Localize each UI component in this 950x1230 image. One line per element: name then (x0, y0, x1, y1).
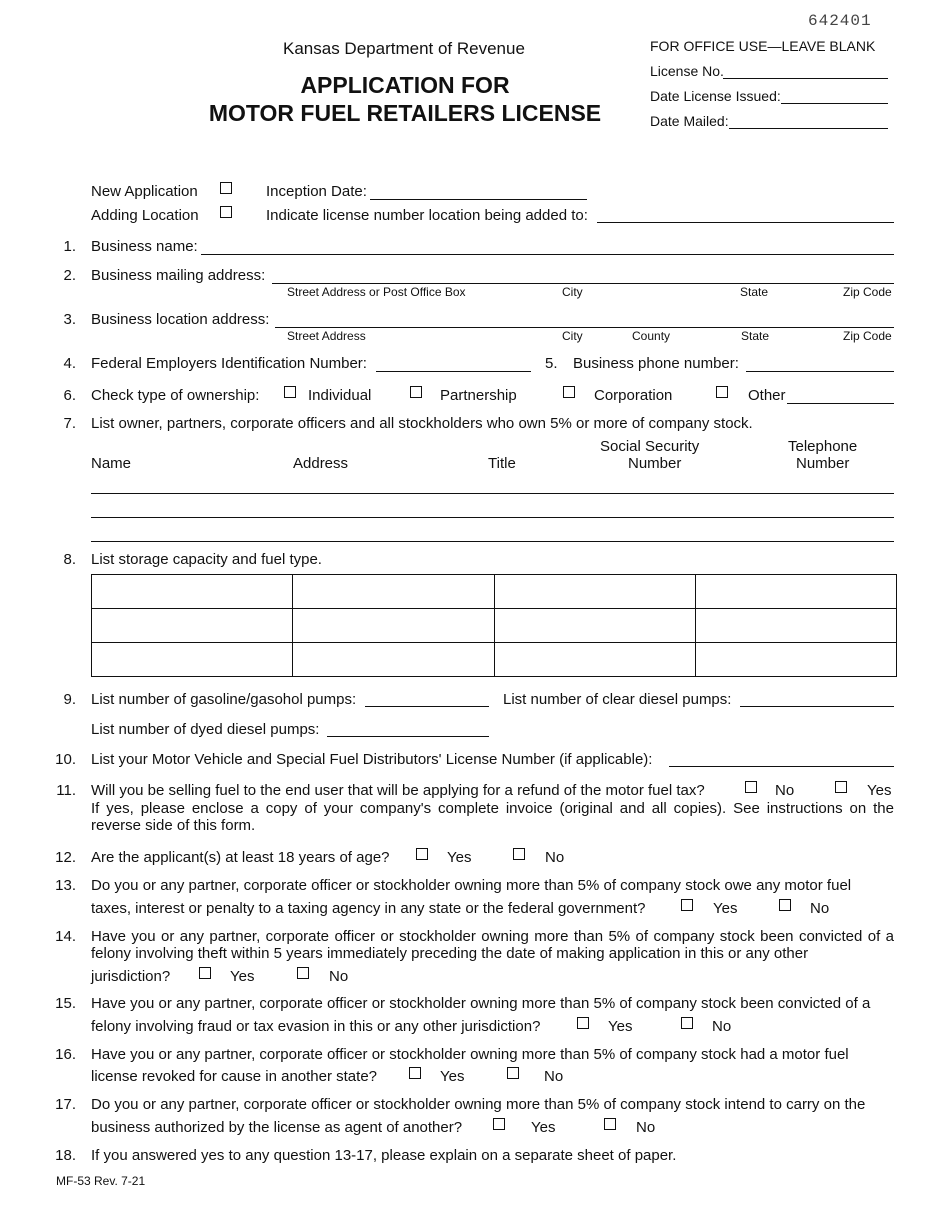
q15-no-checkbox[interactable] (681, 1017, 693, 1029)
q13-number: 13. (55, 877, 76, 894)
new-application-label: New Application (91, 183, 198, 200)
individual-label: Individual (308, 387, 372, 404)
q17-text-line2: business authorized by the license as agent of another? (91, 1119, 463, 1136)
storage-cell[interactable] (494, 643, 695, 677)
q13-text-line2: taxes, interest or penalty to a taxing agency in any state or the federal government? (91, 900, 646, 917)
q11-no-label: No (775, 782, 795, 799)
q13-text-line1: Do you or any partner, corporate officer or stockholder owning more than 5% of company stock owe any motor fuel (91, 877, 852, 894)
storage-table (91, 574, 897, 677)
form-id: 642401 (808, 12, 872, 30)
q15-no-label: No (712, 1018, 732, 1035)
inception-date-field[interactable] (370, 199, 587, 200)
storage-cell[interactable] (293, 575, 494, 609)
mailing-state-sublabel: State (740, 285, 769, 299)
fein-field[interactable] (376, 371, 531, 372)
storage-cell[interactable] (92, 609, 293, 643)
q17-text-line1: Do you or any partner, corporate officer or stockholder owning more than 5% of company stock intend to carry on the (91, 1096, 866, 1113)
q3-number: 3. (63, 311, 76, 328)
storage-cell[interactable] (92, 575, 293, 609)
col-title-header: Title (488, 455, 516, 472)
q14-number: 14. (55, 928, 76, 945)
q11-no-checkbox[interactable] (745, 781, 757, 793)
q10-number: 10. (55, 751, 76, 768)
q17-no-checkbox[interactable] (604, 1118, 616, 1130)
owner-row-line[interactable] (91, 517, 894, 518)
q2-number: 2. (63, 267, 76, 284)
location-address-label: Business location address: (91, 311, 270, 328)
storage-cell[interactable] (92, 643, 293, 677)
q13-yes-checkbox[interactable] (681, 899, 693, 911)
col-ssn-header-line1: Social Security (600, 438, 700, 455)
business-phone-label: Business phone number: (573, 355, 739, 372)
distributor-license-label: List your Motor Vehicle and Special Fuel Distributors' License Number (if applicable): (91, 751, 653, 768)
mailing-city-sublabel: City (562, 285, 583, 299)
agency-name: Kansas Department of Revenue (283, 39, 525, 58)
refund-instructions: If yes, please enclose a copy of your company's complete invoice (original and all copies). See instructions on the reverse side of this form. (91, 800, 894, 834)
q8-number: 8. (63, 551, 76, 568)
clear-diesel-label: List number of clear diesel pumps: (503, 691, 732, 708)
business-phone-field[interactable] (746, 371, 894, 372)
q16-number: 16. (55, 1046, 76, 1063)
q15-text-line2: felony involving fraud or tax evasion in this or any other jurisdiction? (91, 1018, 541, 1035)
q9-number: 9. (63, 691, 76, 708)
adding-location-checkbox[interactable] (220, 206, 232, 218)
col-phone-header-line1: Telephone (788, 438, 858, 455)
mailing-zip-sublabel: Zip Code (843, 285, 892, 299)
q16-text-line2: license revoked for cause in another state? (91, 1068, 378, 1085)
q17-number: 17. (55, 1096, 76, 1113)
q16-text-line1: Have you or any partner, corporate officer or stockholder owning more than 5% of company stock had a motor fuel (91, 1046, 849, 1063)
corporation-checkbox[interactable] (563, 386, 575, 398)
q14-no-checkbox[interactable] (297, 967, 309, 979)
location-address-field[interactable] (275, 327, 894, 328)
q15-yes-checkbox[interactable] (577, 1017, 589, 1029)
q12-no-checkbox[interactable] (513, 848, 525, 860)
q16-no-checkbox[interactable] (507, 1067, 519, 1079)
distributor-license-field[interactable] (669, 766, 894, 767)
ownership-label: Check type of ownership: (91, 387, 260, 404)
age-question: Are the applicant(s) at least 18 years of age? (91, 849, 390, 866)
q14-no-label: No (329, 968, 349, 985)
location-state-sublabel: State (741, 329, 770, 343)
table-row (92, 643, 897, 677)
date-issued-field[interactable] (781, 103, 888, 104)
q15-yes-label: Yes (608, 1018, 633, 1035)
storage-cell[interactable] (293, 643, 494, 677)
date-mailed-label: Date Mailed: (650, 113, 729, 129)
q1-number: 1. (63, 238, 76, 255)
clear-diesel-field[interactable] (740, 706, 894, 707)
location-zip-sublabel: Zip Code (843, 329, 892, 343)
q17-no-label: No (636, 1119, 656, 1136)
location-city-sublabel: City (562, 329, 583, 343)
office-use-heading: FOR OFFICE USE—LEAVE BLANK (650, 38, 876, 54)
other-field[interactable] (787, 403, 894, 404)
page-title-line1: APPLICATION FOR (300, 72, 510, 98)
col-ssn-header-line2: Number (628, 455, 682, 472)
license-location-field[interactable] (597, 222, 894, 223)
storage-cell[interactable] (695, 609, 896, 643)
q11-yes-label: Yes (867, 782, 892, 799)
q12-no-label: No (545, 849, 565, 866)
corporation-label: Corporation (594, 387, 673, 404)
storage-cell[interactable] (695, 643, 896, 677)
owners-instruction: List owner, partners, corporate officers and all stockholders who own 5% or more of company stock. (91, 415, 753, 432)
form-revision: MF-53 Rev. 7-21 (56, 1174, 146, 1188)
table-row (92, 609, 897, 643)
q7-number: 7. (63, 415, 76, 432)
owner-row-line[interactable] (91, 493, 894, 494)
q12-yes-label: Yes (447, 849, 472, 866)
gasoline-pumps-label: List number of gasoline/gasohol pumps: (91, 691, 357, 708)
q5-number: 5. (545, 355, 558, 372)
gasoline-pumps-field[interactable] (365, 706, 489, 707)
table-row (92, 575, 897, 609)
dyed-diesel-field[interactable] (327, 736, 489, 737)
q13-no-checkbox[interactable] (779, 899, 791, 911)
q11-yes-checkbox[interactable] (835, 781, 847, 793)
partnership-checkbox[interactable] (410, 386, 422, 398)
q18-number: 18. (55, 1147, 76, 1164)
location-street-sublabel: Street Address (287, 329, 366, 343)
individual-checkbox[interactable] (284, 386, 296, 398)
storage-cell[interactable] (494, 609, 695, 643)
mailing-address-field[interactable] (272, 283, 894, 284)
location-county-sublabel: County (632, 329, 671, 343)
partnership-label: Partnership (440, 387, 517, 404)
license-no-label: License No. (650, 63, 724, 79)
q13-yes-label: Yes (713, 900, 738, 917)
q12-yes-checkbox[interactable] (416, 848, 428, 860)
q14-text-line1: Have you or any partner, corporate officer or stockholder owning more than 5% of company stock been convicted of a felony involving theft within 5 years immediately preceding the date of making application in this or any other (91, 928, 894, 962)
mailing-street-sublabel: Street Address or Post Office Box (287, 285, 466, 299)
owner-row-line[interactable] (91, 541, 894, 542)
q17-yes-label: Yes (531, 1119, 556, 1136)
license-no-field[interactable] (723, 78, 888, 79)
q12-number: 12. (55, 849, 76, 866)
q14-text-line2: jurisdiction? (91, 968, 171, 985)
storage-cell[interactable] (293, 609, 494, 643)
refund-question: Will you be selling fuel to the end user that will be applying for a refund of the motor fuel tax? (91, 782, 705, 799)
date-issued-label: Date License Issued: (650, 88, 781, 104)
q14-yes-label: Yes (230, 968, 255, 985)
license-location-label: Indicate license number location being added to: (266, 207, 588, 224)
page-title-line2: MOTOR FUEL RETAILERS LICENSE (208, 100, 602, 126)
q16-yes-checkbox[interactable] (409, 1067, 421, 1079)
q16-yes-label: Yes (440, 1068, 465, 1085)
q14-yes-checkbox[interactable] (199, 967, 211, 979)
q6-number: 6. (63, 387, 76, 404)
explain-instruction: If you answered yes to any question 13-17, please explain on a separate sheet of paper. (91, 1147, 677, 1164)
new-application-checkbox[interactable] (220, 182, 232, 194)
adding-location-label: Adding Location (91, 207, 199, 224)
business-name-field[interactable] (201, 254, 894, 255)
col-name-header: Name (91, 455, 132, 472)
q15-number: 15. (55, 995, 76, 1012)
inception-date-label: Inception Date: (266, 183, 367, 200)
date-mailed-field[interactable] (729, 128, 888, 129)
storage-cell[interactable] (494, 575, 695, 609)
other-checkbox[interactable] (716, 386, 728, 398)
q4-number: 4. (63, 355, 76, 372)
storage-label: List storage capacity and fuel type. (91, 551, 322, 568)
col-address-header: Address (293, 455, 349, 472)
q13-no-label: No (810, 900, 830, 917)
dyed-diesel-label: List number of dyed diesel pumps: (91, 721, 320, 738)
q16-no-label: No (544, 1068, 564, 1085)
col-phone-header-line2: Number (796, 455, 850, 472)
business-name-label: Business name: (91, 238, 198, 255)
q17-yes-checkbox[interactable] (493, 1118, 505, 1130)
q15-text-line1: Have you or any partner, corporate officer or stockholder owning more than 5% of company stock been convicted of a (91, 995, 871, 1012)
other-label: Other (748, 387, 786, 404)
mailing-address-label: Business mailing address: (91, 267, 266, 284)
q11-number: 11. (56, 782, 76, 799)
storage-cell[interactable] (695, 575, 896, 609)
fein-label: Federal Employers Identification Number: (91, 355, 367, 372)
